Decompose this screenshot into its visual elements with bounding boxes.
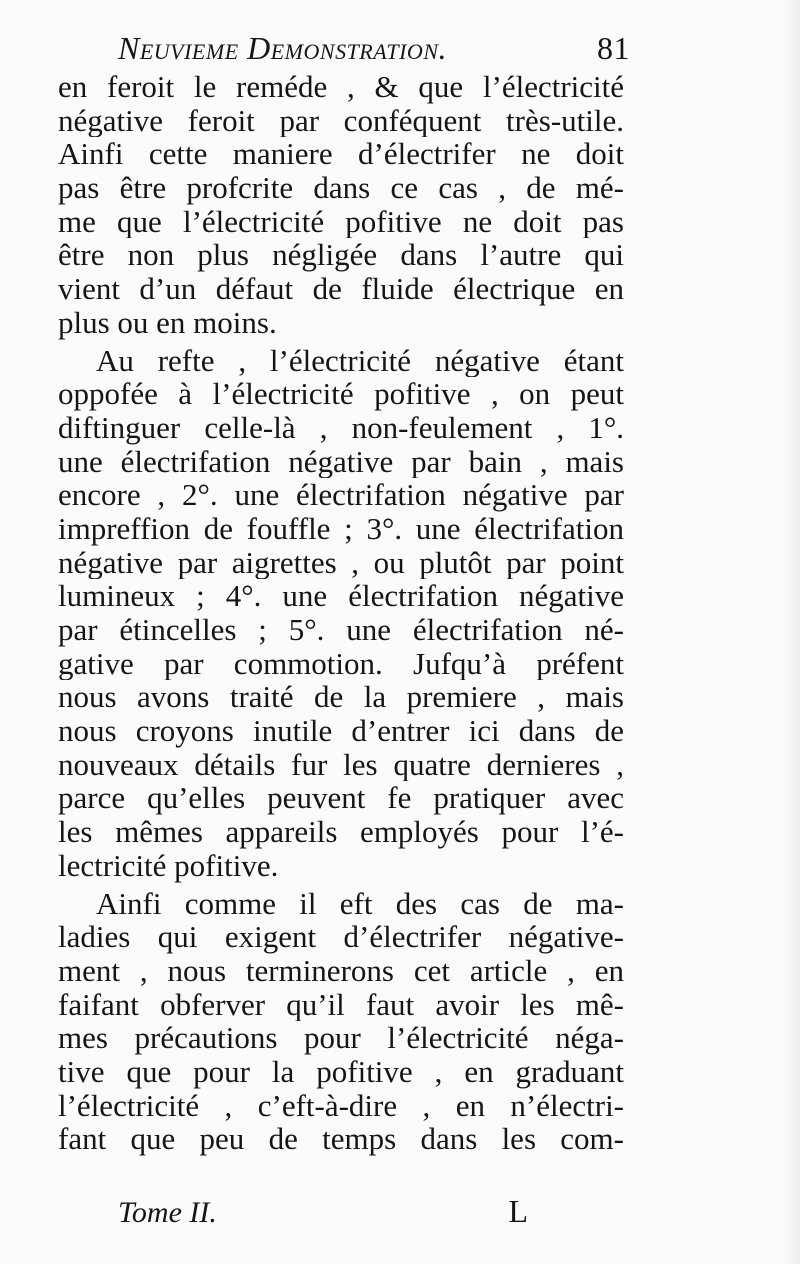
text-line: être non plus négligée dans l’autre qui <box>58 238 624 273</box>
text-line: une électrifation négative par bain , mais <box>58 444 624 479</box>
text-line: nouveaux détails fur les quatre dernieres , <box>58 747 624 782</box>
text-line: tive que pour la pofitive , en graduant <box>58 1054 624 1089</box>
text-line: lectricité pofitive. <box>58 848 279 883</box>
text-line: fant que peu de temps dans les com- <box>58 1122 624 1156</box>
page-footer <box>118 1193 528 1233</box>
text-line: les mêmes appareils employés pour l’é- <box>58 815 624 849</box>
text-line: nous croyons inutile d’entrer ici dans de <box>58 714 624 748</box>
text-line: gative par commotion. Jufqu’à préfent <box>58 646 624 681</box>
text-line: Ainfi cette maniere d’électrifer ne doit <box>58 137 624 172</box>
text-line: diftinguer celle-là , non-feulement , 1°. <box>58 410 624 445</box>
text-line: négative par aigrettes , ou plutôt par point <box>58 545 624 580</box>
paragraph-3 <box>58 887 624 1157</box>
page-edge-shadow <box>782 0 800 1264</box>
paragraph-2 <box>58 344 624 883</box>
text-line: en feroit le reméde , & que l’électricité <box>58 70 624 104</box>
text-line: oppofée à l’électricité pofitive , on peut <box>58 377 624 411</box>
text-line: faifant obferver qu’il faut avoir les mê- <box>58 987 624 1022</box>
text-line: ladies qui exigent d’électrifer négative- <box>58 920 624 954</box>
text-line: nous avons traité de la premiere , mais <box>58 680 624 715</box>
text-line: Ainfi comme il eft des cas de ma- <box>96 886 624 921</box>
page-number: 81 <box>597 30 630 66</box>
paragraph-1 <box>58 70 624 340</box>
text-line: plus ou en moins. <box>58 305 277 340</box>
text-line: mes précautions pour l’électricité néga- <box>58 1021 624 1055</box>
text-line: impreffion de fouffle ; 3°. une électrifation <box>58 511 624 546</box>
text-line: par étincelles ; 5°. une électrifation né- <box>58 613 624 647</box>
text-line: ment , nous terminerons cet article , en <box>58 953 624 988</box>
text-line: lumineux ; 4°. une électrifation négative <box>58 579 624 613</box>
text-line: négative feroit par conféquent très-utile. <box>58 103 624 138</box>
text-line: parce qu’elles peuvent fe pratiquer avec <box>58 781 624 816</box>
body-text <box>58 70 624 1156</box>
text-line: vient d’un défaut de fluide électrique en <box>58 272 624 306</box>
text-line: me que l’électricité pofitive ne doit pas <box>58 204 624 239</box>
volume-label: Tome II. <box>118 1196 217 1229</box>
text-line: encore , 2°. une électrifation négative par <box>58 478 624 512</box>
running-header <box>118 30 630 74</box>
signature-mark: L <box>508 1193 528 1229</box>
text-line: pas être profcrite dans ce cas , de mé- <box>58 171 624 205</box>
text-line: Au refte , l’électricité négative étant <box>96 343 624 378</box>
running-title: Neuvieme Demonstration. <box>118 30 447 66</box>
text-line: l’électricité , c’eft-à-dire , en n’électri- <box>58 1088 624 1123</box>
